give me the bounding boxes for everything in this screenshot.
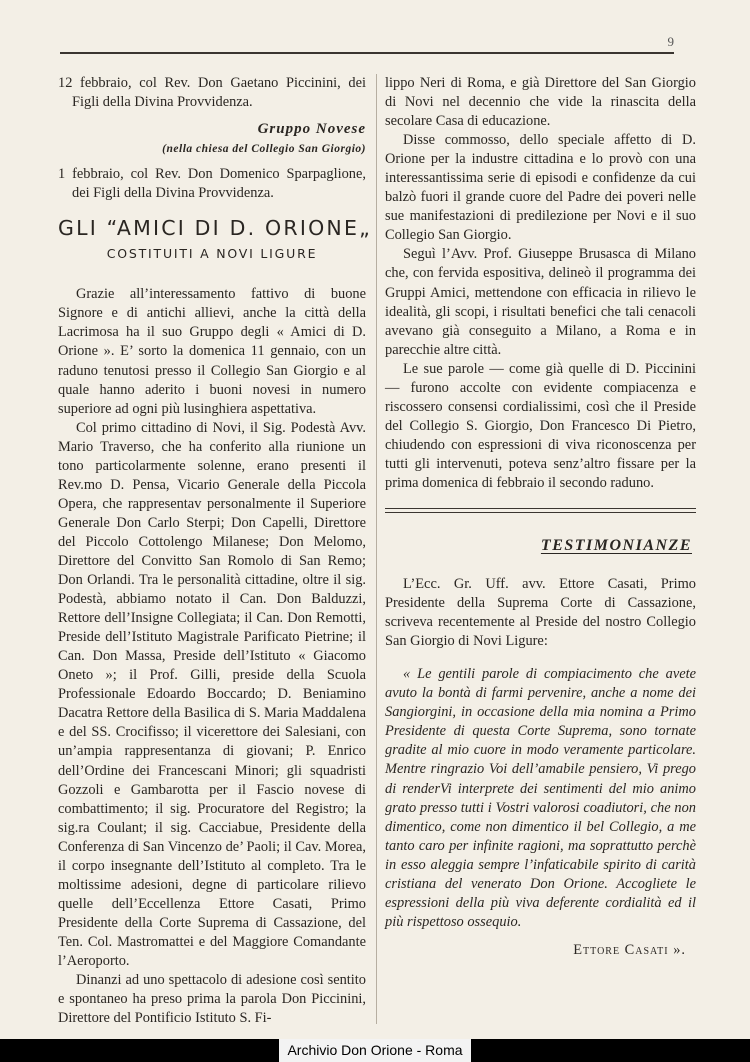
top-rule bbox=[60, 52, 674, 54]
article-headline: GLI “AMICI DI D. ORIONE„ bbox=[58, 216, 372, 241]
archive-footer bbox=[0, 1039, 750, 1062]
schedule-item-2: 1 febbraio, col Rev. Don Domenico Sparpaglione, dei Figli della Divina Provvidenza. bbox=[58, 166, 366, 202]
article-paragraph: Dinanzi ad uno spettacolo di adesione così sentito e spontaneo ha preso prima la parola Don Piccinini, Direttore del Pontificio Istituto S. Fi- bbox=[58, 972, 366, 1027]
article-paragraph: lippo Neri di Roma, e già Direttore del San Giorgio di Novi nel decennio che vide la rinascita della secolare Casa di educazione. bbox=[385, 75, 696, 130]
testimonies-section bbox=[385, 536, 696, 960]
article-paragraph: Disse commosso, dello speciale affetto di D. Orione per la industre cittadina e lo provò con una interessantissima serie di episodi e confidenze da cui balzò fuori il grande cuore del Padre dei poveri nelle sue manifestazioni di predilezione per Novi e il suo Collegio San Giorgio. bbox=[385, 132, 696, 244]
testimony-intro: L’Ecc. Gr. Uff. avv. Ettore Casati, Primo Presidente della Suprema Corte di Cassazione, scriveva recentemente al Preside del nostro Collegio San Giorgio di Novi Ligure: bbox=[385, 576, 696, 650]
archive-footer-label: Archivio Don Orione - Roma bbox=[279, 1039, 470, 1062]
column-divider bbox=[376, 74, 377, 1024]
group-title: Gruppo Novese bbox=[257, 121, 366, 138]
testimony-signature: Ettore Casati ». bbox=[573, 941, 686, 958]
page-number: 9 bbox=[667, 34, 674, 49]
article-paragraph: Le sue parole — come già quelle di D. Piccinini — furono accolte con evidente compiacenza e riscossero consensi cordialissimi, così che il Preside del Collegio S. Giorgio, Don Francesco Di Pietro, chiudendo con espressioni di viva riconoscenza per tutti gli intervenuti, poteva senz’altro fissare per la prima domenica di febbraio il secondo raduno. bbox=[385, 360, 696, 491]
article-subheadline: COSTITUITI A NOVI LIGURE bbox=[106, 246, 318, 262]
right-column-article-continuation bbox=[385, 74, 696, 493]
left-column bbox=[58, 74, 372, 1028]
article-paragraph: Col primo cittadino di Novi, il Sig. Podestà Avv. Mario Traverso, che ha conferito alla riunione un tono particolarmente solenne, erano presenti il Rev.mo D. Pensa, Vicario Generale della Piccola Opera, che rappresentav personalmente il Superiore Generale Don Carlo Sterpi; Don Capelli, Direttore del Piccolo Cottolengo Milanese; Don Melomo, Direttore del Convitto San Romolo di San Remo; Don Orlandi. Tra le personalità cittadine, oltre il sig. Podestà, abbiamo notato il Can. Don Balduzzi, Rettore dell’Insigne Collegiata; il Can. Don Remotti, Preside dell’Istituto Magistrale Parificato Pietrine; il Can. Don Massa, Preside dell’Istituto « Giacomo Oneto »; il Prof. Gilli, preside della Scuola Professionale Edoardo Boccardo; D. Beniamino Dacatra Rettore della Basilica di S. Maria Maddalena e del SS. Crocifisso; il vicerettore dei Salesiani, con un’ampia rappresentanza di giovani; P. Enrico dell’Ordine dei Francescani Minori; gli squadristi Gozzoli e Gambarotta per il Fascio novese di combattimento; il sig. Procuratore del Registro; la sig.ra Coulant; il sig. Cacciabue, Presidente della Conferenza di San Vincenzo de’ Paoli; il Cav. Morea, il corpo insegnante dell’Istituto al completo. Tra le moltissime adesioni, degne di particolare rilievo quelle dell’Eccellenza Ettore Casati, Primo Presidente della Corte Suprema di Cassazione, del Ten. Col. Mastromattei e del Maggiore Comandante l’Aeroporto. bbox=[58, 419, 366, 969]
section-separator bbox=[385, 508, 696, 513]
section-title: TESTIMONIANZE bbox=[540, 537, 692, 554]
group-subtitle: (nella chiesa del Collegio San Giorgio) bbox=[162, 143, 366, 156]
testimony-quote: « Le gentili parole di compiacimento che avete avuto la bontà di farmi pervenire, anche a nome dei Sangiorgini, in occasione della mia nomina a Primo Presidente di questa Corte Suprema, sono tornate gradite al mio cuore in modo veramente particolare. Mentre ringrazio Voi dell’amabile pensiero, Vi prego di renderVi interprete dei sentimenti del mio animo grato presso tutti i Vostri valorosi coadiutori, che non dimentico, come non dimentico il bel Collegio, a me tanto caro per infinite ragioni, ma soprattutto perchè in esso aleggia sempre l’infaticabile spirito di carità cristiana del venerato Don Orione. Accogliete le espressioni della più viva deferente cordialità ed il più rispettoso ossequio. bbox=[385, 666, 696, 930]
article-paragraph: Seguì l’Avv. Prof. Giuseppe Brusasca di Milano che, con fervida espositiva, delineò il programma dei Gruppi Amici, mettendone con efficacia in rilievo le idealità, gli scopi, i risultati benefici che tali cenacoli avevano già conseguito a Milano, a Roma e in parecchie altre città. bbox=[385, 246, 696, 358]
article-paragraph: Grazie all’interessamento fattivo di buone Signore e di antichi allievi, anche la città della Lacrimosa ha il suo Gruppo degli « Amici di D. Orione ». E’ sorto la domenica 11 gennaio, con un raduno tenutosi presso il Collegio San Giorgio e al quale hanno aderito i buoni novesi in numero superiore ad ogni più lusinghiera aspettativa. bbox=[58, 286, 366, 417]
schedule-item-1: 12 febbraio, col Rev. Don Gaetano Piccinini, dei Figli della Divina Provvidenza. bbox=[58, 75, 366, 111]
